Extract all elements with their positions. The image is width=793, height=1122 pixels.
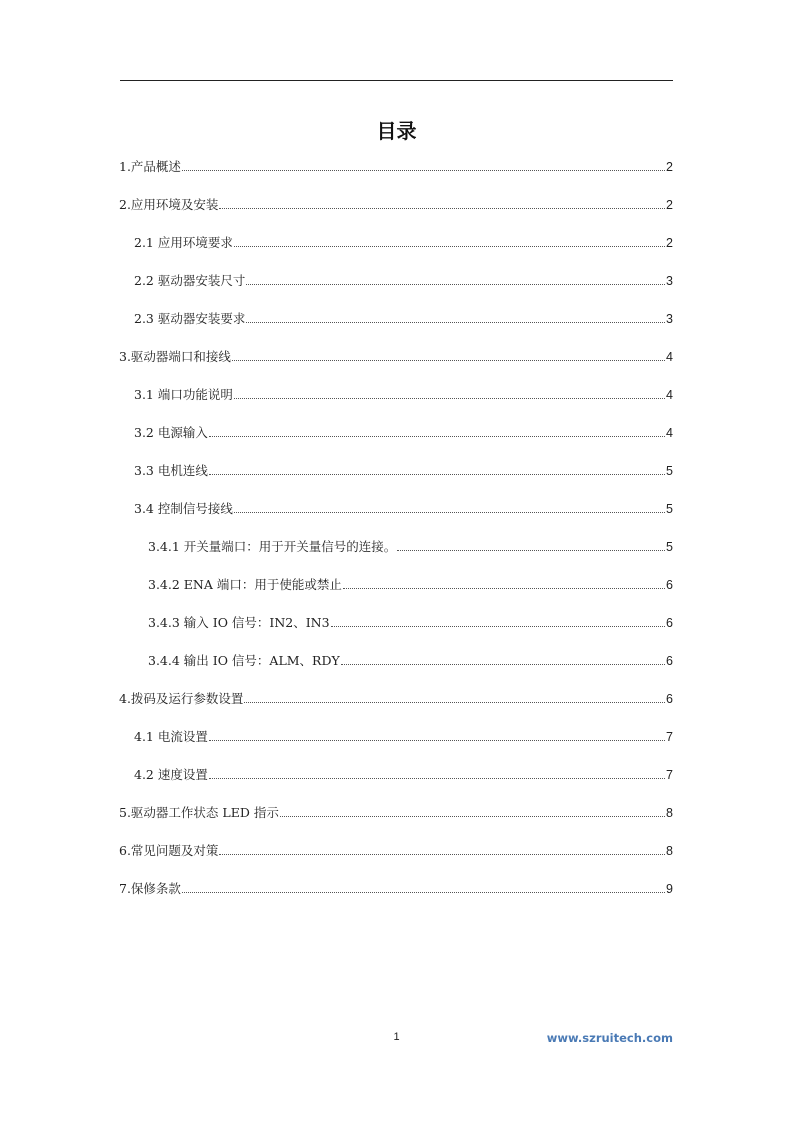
toc-entry-2-1[interactable]: [134, 234, 673, 252]
toc-entry-text: 3.2 电源输入: [134, 425, 208, 440]
dot-leader: [331, 626, 665, 627]
toc-page-number: 2: [666, 160, 673, 174]
toc-entry-4[interactable]: [119, 690, 673, 708]
dot-leader: [219, 854, 665, 855]
toc-page-number: 6: [666, 692, 673, 706]
dot-leader: [209, 740, 665, 741]
toc-page-number: 6: [666, 616, 673, 630]
toc-page-number: 9: [666, 882, 673, 896]
dot-leader: [246, 284, 665, 285]
toc-entry-2-3[interactable]: [134, 310, 673, 328]
toc-entry-text: 1.产品概述: [119, 159, 181, 174]
dot-leader: [209, 436, 665, 437]
toc-entry-3-4-3[interactable]: [148, 614, 673, 632]
toc-page-number: 5: [666, 540, 673, 554]
toc-entry-text: 6.常见问题及对策: [119, 843, 219, 858]
toc-entry-text: 4.1 电流设置: [134, 729, 208, 744]
footer-website: www.szruitech.com: [546, 1031, 673, 1045]
header-rule: [120, 80, 673, 81]
toc-entry-text: 3.4.3 输入 IO 信号：IN2、IN3: [148, 615, 330, 630]
dot-leader: [232, 360, 665, 361]
dot-leader: [234, 246, 665, 247]
toc-entry-text: 3.4 控制信号接线: [134, 501, 233, 516]
toc-page-number: 3: [666, 312, 673, 326]
dot-leader: [219, 208, 665, 209]
toc-page-number: 6: [666, 654, 673, 668]
toc-entry-text: 3.4.1 开关量端口：用于开关量信号的连接。: [148, 539, 397, 554]
toc-entry-3-4-4[interactable]: [148, 652, 673, 670]
toc-page-number: 5: [666, 464, 673, 478]
toc-entry-text: 3.4.2 ENA 端口：用于使能或禁止: [148, 577, 342, 592]
toc-entry-text: 3.4.4 输出 IO 信号：ALM、RDY: [148, 653, 340, 668]
toc-entry-3-4-1[interactable]: [148, 538, 673, 556]
toc-page-number: 4: [666, 350, 673, 364]
toc-entry-text: 4.拨码及运行参数设置: [119, 691, 244, 706]
toc-page-number: 6: [666, 578, 673, 592]
toc-entry-text: 4.2 速度设置: [134, 767, 208, 782]
dot-leader: [246, 322, 665, 323]
toc-entry-text: 2.3 驱动器安装要求: [134, 311, 246, 326]
toc-entry-5[interactable]: [119, 804, 673, 822]
dot-leader: [341, 664, 665, 665]
dot-leader: [244, 702, 665, 703]
toc-page-number: 8: [666, 844, 673, 858]
toc-page-number: 3: [666, 274, 673, 288]
footer-page-number: 1: [393, 1031, 400, 1043]
toc-entry-3-2[interactable]: [134, 424, 673, 442]
toc-entry-4-2[interactable]: [134, 766, 673, 784]
toc-page-number: 4: [666, 388, 673, 402]
toc-page-number: 8: [666, 806, 673, 820]
toc-entry-2-2[interactable]: [134, 272, 673, 290]
dot-leader: [234, 512, 665, 513]
toc-page-number: 7: [666, 768, 673, 782]
dot-leader: [182, 170, 665, 171]
toc-entry-3-3[interactable]: [134, 462, 673, 480]
toc-page-number: 7: [666, 730, 673, 744]
toc-page-number: 2: [666, 198, 673, 212]
toc-entry-text: 5.驱动器工作状态 LED 指示: [119, 805, 279, 820]
dot-leader: [397, 550, 665, 551]
toc-entry-text: 7.保修条款: [119, 881, 181, 896]
toc-entry-4-1[interactable]: [134, 728, 673, 746]
toc-entry-1[interactable]: [119, 158, 673, 176]
toc-entry-3[interactable]: [119, 348, 673, 366]
toc-entry-2[interactable]: [119, 196, 673, 214]
toc-title: 目录: [376, 119, 417, 143]
dot-leader: [182, 892, 665, 893]
dot-leader: [343, 588, 665, 589]
dot-leader: [280, 816, 665, 817]
toc-entry-text: 2.应用环境及安装: [119, 197, 219, 212]
toc-page-number: 4: [666, 426, 673, 440]
toc-entry-text: 3.3 电机连线: [134, 463, 208, 478]
dot-leader: [234, 398, 665, 399]
toc-entry-text: 3.驱动器端口和接线: [119, 349, 231, 364]
toc-entry-6[interactable]: [119, 842, 673, 860]
toc-entry-3-4[interactable]: [134, 500, 673, 518]
toc-page-number: 2: [666, 236, 673, 250]
toc-entry-text: 2.2 驱动器安装尺寸: [134, 273, 246, 288]
toc-page-number: 5: [666, 502, 673, 516]
toc-entry-text: 3.1 端口功能说明: [134, 387, 233, 402]
toc-entry-3-1[interactable]: [134, 386, 673, 404]
toc-entry-3-4-2[interactable]: [148, 576, 673, 594]
toc-entry-text: 2.1 应用环境要求: [134, 235, 233, 250]
dot-leader: [209, 474, 665, 475]
dot-leader: [209, 778, 665, 779]
toc-entry-7[interactable]: [119, 880, 673, 898]
